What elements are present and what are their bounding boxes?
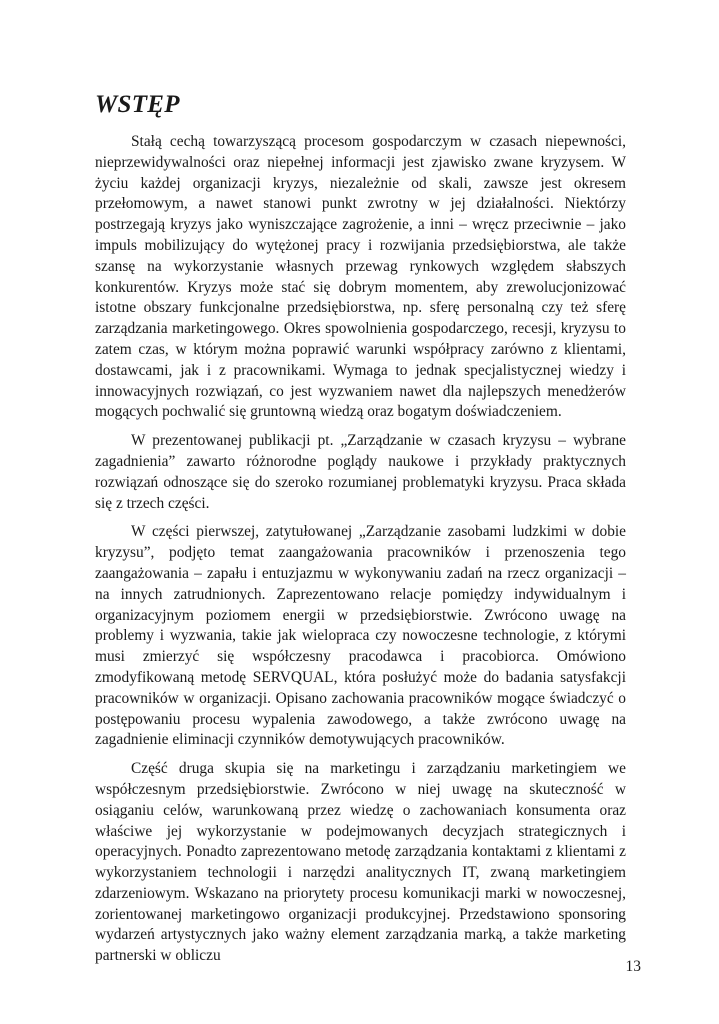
paragraph-intro: Stałą cechą towarzyszącą procesom gospodarczym w czasach niepewności, nieprzewidywalności oraz niepełnej informacji jest zjawisko zwane kryzysem. W życiu każdej organizacji kryzys, niezależnie od skali, zawsze jest okresem przełomowym, a nawet stanowi punkt zwrotny w jej działalności. Niektórzy postrzegają kryzys jako wyniszczające zagrożenie, a inni – wręcz przeciwnie – jako impuls mobilizujący do wytężonej pracy i rozwijania przedsiębiorstwa, ale także szansę na wykorzystanie własnych przewag rynkowych względem słabszych konkurentów. Kryzys może stać się dobrym momentem, aby zrewolucjonizować istotne obszary funkcjonalne przedsiębiorstwa, np. sferę personalną czy też sferę zarządzania marketingowego. Okres spowolnienia gospodarczego, recesji, kryzysu to zatem czas, w którym można poprawić warunki współpracy zarówno z klientami, dostawcami, jak i z pracownikami. Wymaga to jednak specjalistycznej wiedzy i innowacyjnych rozwiązań, co jest wyzwaniem nawet dla najlepszych menedżerów mogących pochwalić się gruntowną wiedzą oraz bogatym doświadczeniem. bbox=[95, 133, 626, 421]
section-heading: WSTĘP bbox=[95, 91, 180, 118]
document-page bbox=[95, 90, 626, 975]
paragraph-publication: W prezentowanej publikacji pt. „Zarządzanie w czasach kryzysu – wybrane zagadnienia” zawarto różnorodne poglądy naukowe i przykłady praktycznych rozwiązań odnoszące się do szeroko rozumianej problematyki kryzysu. Praca składa się z trzech części. bbox=[95, 432, 626, 512]
page-number: 13 bbox=[625, 958, 641, 975]
paragraph-part-one: W części pierwszej, zatytułowanej „Zarządzanie zasobami ludzkimi w dobie kryzysu”, podjęto temat zaangażowania pracowników i przenoszenia tego zaangażowania – zapału i entuzjazmu w wykonywaniu zadań na rzecz organizacji – na innych zatrudnionych. Zaprezentowano relacje pomiędzy indywidualnym i organizacyjnym poziomem energii w przedsiębiorstwie. Zwrócono uwagę na problemy i wyzwania, takie jak wielopraca czy nowoczesne technologie, z którymi musi zmierzyć się współczesny pracodawca i pracobiorca. Omówiono zmodyfikowaną metodę SERVQUAL, która posłużyć może do badania satysfakcji pracowników w organizacji. Opisano zachowania pracowników mogące świadczyć o postępowaniu procesu wypalenia zawodowego, a także zwrócono uwagę na zagadnienie eliminacji czynników demotywujących pracowników. bbox=[95, 523, 626, 749]
paragraph-part-two: Część druga skupia się na marketingu i zarządzaniu marketingiem we współczesnym przedsiębiorstwie. Zwrócono w niej uwagę na skuteczność w osiąganiu celów, warunkowaną przez wiedzę o zachowaniach konsumenta oraz właściwe jej wykorzystanie w podejmowanych decyzjach strategicznych i operacyjnych. Ponadto zaprezentowano metodę zarządzania kontaktami z klientami z wykorzystaniem technologii i narzędzi analitycznych IT, zwaną marketingiem zdarzeniowym. Wskazano na priorytety procesu komunikacji marki w nowoczesnej, zorientowanej marketingowo organizacji produkcyjnej. Przedstawiono sponsoring wydarzeń artystycznych jako ważny element zarządzania marką, a także marketing partnerski w obliczu bbox=[95, 760, 626, 965]
